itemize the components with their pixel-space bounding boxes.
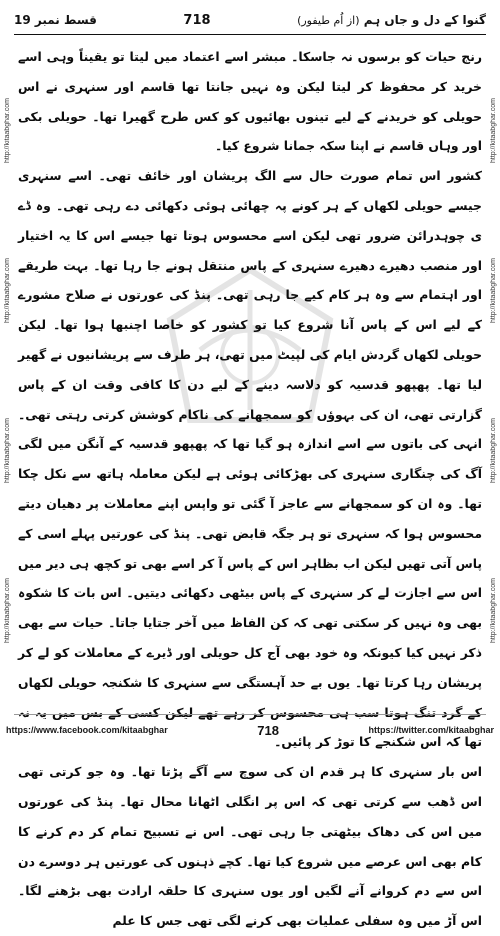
- twitter-link[interactable]: https://twitter.com/kitaabghar: [368, 725, 494, 735]
- left-watermark-strip: [1, 50, 13, 690]
- author-name: (از اُم طیفور): [297, 14, 360, 27]
- paragraph: کشور اس تمام صورت حال سے الگ پریشان اور خائف تھی۔ اسے سنہری جیسے حویلی لکھاں کے ہر کونے پہ چھائی ہوئی دکھائی دے رہی تھی۔ وہ ڈے ی چوہدرائن ضرور تھی لیکن اسے محسوس ہوتا تھا جیسے اس کا یہ اختیار اور منصب دھیرے دھیرے سنہری کے پاس منتقل ہونے جا رہا تھا۔ بہت طریقے اور اہتمام سے وہ ہر کام کیے جا رہی تھی۔ پنڈ کی عورتوں نے صلاح مشورے کے لیے اس کے پاس آنا شروع کیا تو کشور کو خاصا اچنبھا ہوا تھا۔ لیکن حویلی لکھاں گردش ایام کی لپیٹ میں تھی، ہر طرف سے پریشانیوں نے گھیر لیا تھا۔ پھپھو قدسیہ کو دلاسہ دینے کے لیے دن کا کافی وقت ان کے پاس گزارتی تھی، ان کی بہوؤں کو سمجھانے کی ناکام کوشش کرتی رہتی تھی۔ انہی کی باتوں سے اسے اندازہ ہو گیا تھا کہ پھپھو قدسیہ کے آنگن میں لگی آگ کی چنگاری سنہری کی بھڑکائی ہوئی ہے لیکن معاملہ ہاتھ سے نکل چکا تھا۔ وہ ان کو سمجھانے سے عاجز آ گئی تو واپس اپنے معاملات پر دھیان دیتے محسوس ہوا کہ سنہری تو ہر جگہ قابض تھی۔ پنڈ کی عورتیں پہلے اسی کے پاس آتی تھیں لیکن اب بظاہر اس کے پاس آ کر اسے بھی تو کچھ ہی دیر میں اس سے اجازت لے کر سنہری کے پاس بیٹھی دکھائی دیتیں۔ اس بات کا شکوہ بھی وہ نہیں کر سکتی تھی کہ کن الفاظ میں آخر جتایا جاتا۔ حیات سے بھی ذکر نہیں کیا کیونکہ وہ خود بھی آج کل حویلی اور ڈیرے کے معاملات کو لے کر پریشان رہا کرتا تھا۔ یوں بے حد آہستگی سے سنہری کا شکنجہ حویلی لکھاں کے گرد تنگ ہوتا سب ہی محسوس کر رہے تھے لیکن کسی کے بس میں یہ نہ تھا کہ اس شکنجے کا توڑ کر پائیں۔: [18, 168, 482, 750]
- episode-label: قسط نمبر 19: [14, 13, 97, 27]
- page-header: [14, 8, 486, 32]
- side-watermark-text: http://kitaabghar.com: [489, 417, 497, 483]
- page-footer: [6, 718, 494, 742]
- paragraph: رنج حیات کو برسوں نہ جاسکا۔ مبشر اسے اعتماد میں لیتا تو یقیناً وہی اسے خرید کر محفوظ کر لیتا لیکن وہ نہیں جانتا تھا قاسم اور سنہری نے اس حویلی کو خریدنے کے لیے تینوں بھائیوں کو کس طرح گھیرا تھا۔ حویلی بکی اور وہاں قاسم نے اپنا سکہ جمانا شروع کیا۔: [18, 49, 482, 154]
- paragraph: اس بار سنہری کا ہر قدم ان کی سوچ سے آگے پڑتا تھا۔ وہ جو کرتی تھی اس ڈھب سے کرتی تھی کہ اس پر انگلی اٹھانا محال تھا۔ پنڈ کی عورتوں میں اس کی دھاک بیٹھتی جا رہی تھی۔ اس نے تسبیح تمام کر دم کرنے کا کام بھی اس عرصے میں شروع کیا تھا۔ کچے ذہنوں کی عورتیں ہر دوسرے دن اس سے دم کروانے آنے لگیں اور یوں سنہری کا حلقہ ارادت بھی بڑھنے لگا۔ اس آڑ میں وہ سفلی عملیات بھی کرنے لگی تھی جس کا علم: [18, 764, 482, 929]
- side-watermark-text: http://kitaabghar.com: [489, 97, 497, 163]
- side-watermark-text: http://kitaabghar.com: [489, 257, 497, 323]
- footer-rule: [14, 714, 486, 715]
- footer-page-number: 718: [257, 722, 279, 738]
- side-watermark-text: http://kitaabghar.com: [3, 97, 11, 163]
- header-page-number: 718: [183, 12, 211, 28]
- right-watermark-strip: [487, 50, 499, 690]
- side-watermark-text: http://kitaabghar.com: [3, 577, 11, 643]
- side-watermark-text: http://kitaabghar.com: [489, 577, 497, 643]
- header-rule: [14, 34, 486, 35]
- side-watermark-text: http://kitaabghar.com: [3, 417, 11, 483]
- novel-title-block: [297, 13, 486, 27]
- facebook-link[interactable]: https://www.facebook.com/kitaabghar: [6, 725, 168, 735]
- side-watermark-text: http://kitaabghar.com: [3, 257, 11, 323]
- novel-title: گنوا کے دل و جاں ہم: [363, 13, 486, 27]
